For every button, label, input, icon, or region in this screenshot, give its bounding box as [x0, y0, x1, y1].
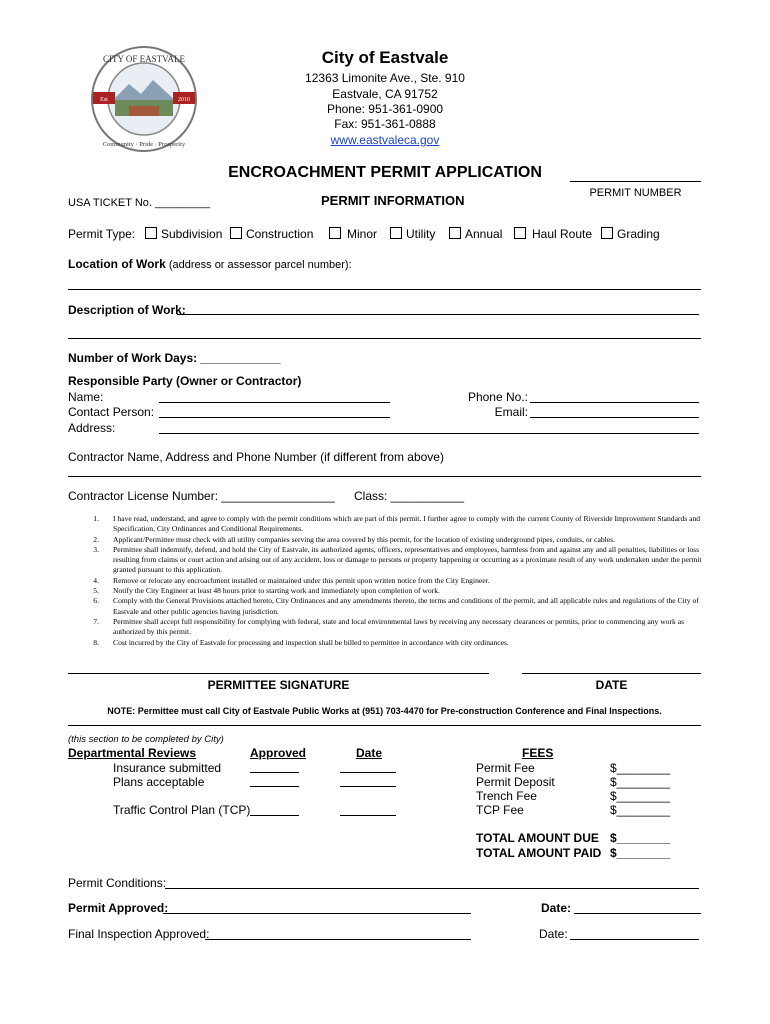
checkbox-utility[interactable]: Utility — [390, 227, 435, 241]
fax-line: Fax: 951-361-0888 — [334, 117, 436, 131]
final-inspection-date-line[interactable] — [570, 939, 699, 940]
permit-number-line[interactable] — [570, 181, 701, 182]
checkbox-construction[interactable]: Construction — [230, 227, 313, 241]
usa-ticket-field[interactable]: USA TICKET No. _________ — [68, 197, 211, 209]
term-item: 7. Permittee shall accept full responsibility for complying with federal, state and local environmental laws by receiving any necessary clearances or permits, prior to commencing any work as authorized by this permit. — [93, 616, 685, 637]
checkbox-haul-route[interactable]: Haul Route — [514, 227, 592, 241]
tcp-date-line[interactable] — [340, 815, 396, 816]
svg-text:2010: 2010 — [178, 97, 190, 103]
total-due-amount[interactable]: $________ — [610, 831, 671, 845]
signature-label: PERMITTEE SIGNATURE — [207, 678, 350, 692]
checkbox-icon — [601, 227, 613, 239]
phone-line: Phone: 951-361-0900 — [326, 102, 444, 116]
permit-type-label: Permit Type: — [68, 227, 136, 241]
location-line[interactable] — [68, 289, 701, 290]
checkbox-icon — [390, 227, 402, 239]
email-label: Email: — [494, 405, 528, 419]
city-name: City of Eastvale — [321, 48, 449, 67]
permit-information-heading: PERMIT INFORMATION — [321, 193, 465, 208]
checkbox-icon — [514, 227, 526, 239]
review-item-tcp: Traffic Control Plan (TCP) — [113, 803, 251, 817]
phone-label: Phone No.: — [467, 390, 528, 404]
fee-tcp-amount[interactable]: $________ — [610, 803, 671, 817]
contractor-info-line[interactable] — [68, 476, 701, 477]
approved-column-heading: Approved — [250, 746, 307, 760]
name-label: Name: — [68, 390, 104, 404]
description-line-1[interactable] — [177, 314, 699, 315]
svg-text:CITY OF EASTVALE: CITY OF EASTVALE — [102, 54, 186, 64]
fee-deposit: Permit Deposit — [476, 775, 555, 789]
fee-permit: Permit Fee — [476, 761, 535, 775]
checkbox-icon — [145, 227, 157, 239]
email-line[interactable] — [530, 417, 699, 418]
total-paid-amount[interactable]: $________ — [610, 846, 671, 860]
total-due-label: TOTAL AMOUNT DUE — [476, 831, 599, 845]
description-label: Description of Work: — [68, 303, 186, 317]
fee-trench: Trench Fee — [476, 789, 537, 803]
fee-permit-amount[interactable]: $________ — [610, 761, 671, 775]
term-item: 5. Notify the City Engineer at least 48 hours prior to starting work and immediately upon completion of work. — [93, 586, 440, 596]
svg-text:Community · Pride · Prosperity: Community · Pride · Prosperity — [102, 141, 186, 148]
city-section-note: (this section to be completed by City) — [68, 734, 224, 745]
term-item: 4. Remove or relocate any encroachment installed or maintained under this permit upon written notice from the City Engineer. — [93, 575, 490, 585]
permit-approved-date-label: Date: — [541, 901, 572, 915]
term-item: 2. Applicant/Permittee must check with all utility companies serving the area covered by this permit, for the location of existing underground pipes, conduits, or cables. — [93, 534, 615, 544]
address-line[interactable] — [159, 433, 699, 434]
contact-line[interactable] — [159, 417, 390, 418]
permit-approved-label: Permit Approved: — [68, 901, 169, 915]
website-link[interactable]: www.eastvaleca.gov — [330, 133, 440, 147]
address-label: Address: — [68, 421, 116, 435]
date-column-heading: Date — [356, 746, 383, 760]
term-item: 1. I have read, understand, and agree to comply with the permit conditions which are part of this permit. I further agree to comply with the current County of Riverside Improvement Standards and Specification, City Ordinances and Conditional Requirements. — [93, 514, 701, 534]
permit-approved-line[interactable] — [163, 913, 471, 914]
checkbox-grading[interactable]: Grading — [601, 227, 660, 241]
phone-line[interactable] — [530, 402, 699, 403]
tcp-approved-line[interactable] — [250, 815, 299, 816]
reviews-heading: Departmental Reviews — [68, 746, 197, 760]
plans-date-line[interactable] — [340, 786, 396, 787]
form-title: ENCROACHMENT PERMIT APPLICATION — [228, 164, 542, 181]
contractor-info-label: Contractor Name, Address and Phone Number (if different from above) — [68, 450, 444, 464]
section-divider — [68, 725, 701, 726]
signature-line[interactable] — [68, 673, 489, 674]
review-item-insurance: Insurance submitted — [113, 761, 222, 775]
city-seal — [89, 44, 199, 154]
insurance-date-line[interactable] — [340, 772, 396, 773]
name-line[interactable] — [159, 402, 390, 403]
work-days-field[interactable]: Number of Work Days: ____________ — [68, 351, 281, 365]
location-label: Location of Work (address or assessor parcel number): — [68, 257, 352, 271]
date-label: DATE — [595, 678, 628, 692]
svg-text:Est: Est — [100, 97, 108, 103]
checkbox-subdivision[interactable]: Subdivision — [145, 227, 222, 241]
conditions-line[interactable] — [165, 888, 699, 889]
contact-label: Contact Person: — [68, 405, 155, 419]
fee-tcp: TCP Fee — [476, 803, 524, 817]
review-item-plans: Plans acceptable — [113, 775, 205, 789]
checkbox-icon — [449, 227, 461, 239]
address-line-1: 12363 Limonite Ave., Ste. 910 — [305, 71, 465, 85]
terms-list — [89, 514, 704, 648]
final-inspection-line[interactable] — [205, 939, 471, 940]
insurance-approved-line[interactable] — [250, 772, 299, 773]
checkbox-icon — [329, 227, 341, 239]
address-line-2: Eastvale, CA 91752 — [332, 87, 438, 101]
final-inspection-label: Final Inspection Approved: — [68, 927, 210, 941]
final-inspection-date-label: Date: — [539, 927, 568, 941]
term-item: 3. Permittee shall indemnify, defend, and hold the City of Eastvale, its authorized agents, officers, representatives and employees, harmless from and against any and all penalties, liabilities or loss resulting from claims or court action and arising out of any accident, loss or damage to persons or property happening or occurring as a proximate result of any work undertaken under the permit granted pursuant to this application. — [93, 544, 702, 575]
permit-approved-date-line[interactable] — [574, 913, 701, 914]
class-field[interactable]: Class: ___________ — [354, 489, 465, 503]
responsible-heading: Responsible Party (Owner or Contractor) — [68, 374, 302, 388]
signature-date-line[interactable] — [522, 673, 701, 674]
fee-trench-amount[interactable]: $________ — [610, 789, 671, 803]
term-item: 6. Comply with the General Provisions attached hereto, City Ordinances and any amendments thereto, the terms and conditions of the permit, and all applicable rules and regulations of the City of Eastvale and other public agencies having jurisdiction. — [93, 596, 699, 616]
conditions-label: Permit Conditions: — [68, 876, 167, 890]
fees-heading: FEES — [522, 746, 554, 760]
description-line-2[interactable] — [68, 338, 701, 339]
checkbox-minor[interactable]: Minor — [329, 227, 377, 241]
license-field[interactable]: Contractor License Number: _________________ — [68, 489, 335, 503]
checkbox-annual[interactable]: Annual — [449, 227, 502, 241]
checkbox-icon — [230, 227, 242, 239]
permit-number-label: PERMIT NUMBER — [589, 187, 682, 199]
plans-approved-line[interactable] — [250, 786, 299, 787]
term-item: 8. Cost incurred by the City of Eastvale for processing and inspection shall be billed to permittee in accordance with city ordinances. — [93, 637, 509, 647]
fee-deposit-amount[interactable]: $________ — [610, 775, 671, 789]
total-paid-label: TOTAL AMOUNT PAID — [476, 846, 602, 860]
note-text: NOTE: Permittee must call City of Eastvale Public Works at (951) 703-4470 for Pre-construction Conference and Final Inspections. — [107, 706, 662, 716]
